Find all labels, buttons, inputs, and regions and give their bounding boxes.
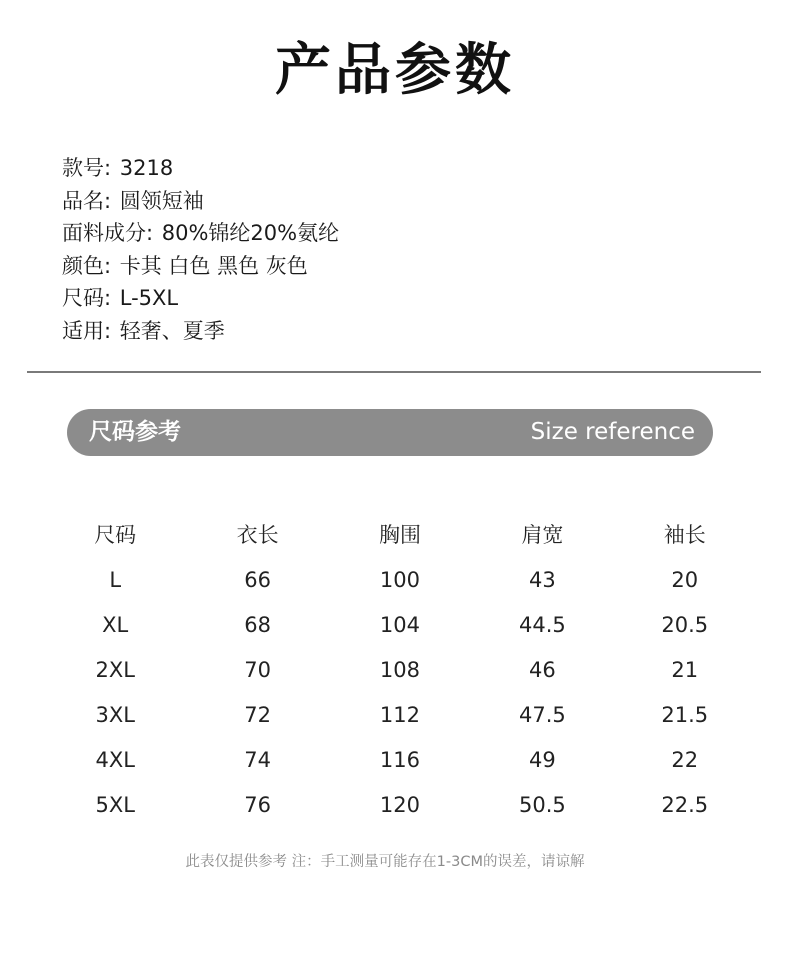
spec-label: 款号: [62, 156, 112, 180]
size-table [44, 511, 756, 827]
table-cell: L [109, 567, 122, 592]
banner-title-en: Size reference [530, 419, 695, 445]
spec-row-product-name [62, 185, 742, 218]
table-cell: 22 [671, 747, 699, 772]
table-cell: 49 [529, 747, 556, 772]
table-cell: 46 [529, 657, 556, 682]
table-cell: 104 [379, 612, 421, 637]
table-cell: 116 [379, 747, 421, 772]
page-title: 产品参数 [275, 38, 515, 103]
spec-row-colors [62, 250, 742, 283]
spec-value: L-5XL [113, 286, 179, 310]
table-cell: 20 [671, 567, 699, 592]
table-row [44, 602, 756, 647]
spec-value: 轻奢、夏季 [113, 318, 225, 343]
spec-label: 面料成分: [62, 221, 154, 245]
spec-list [62, 152, 742, 347]
table-row [44, 782, 756, 827]
table-cell: 70 [244, 657, 271, 682]
table-cell: 100 [379, 567, 421, 592]
spec-value: 圆领短袖 [113, 188, 204, 213]
table-cell: 76 [244, 792, 271, 817]
column-header: 衣长 [236, 523, 279, 547]
table-cell: 21.5 [661, 702, 709, 727]
spec-value: 卡其 白色 黑色 灰色 [113, 253, 308, 278]
table-cell: 50.5 [518, 792, 566, 817]
spec-row-fabric [62, 217, 742, 250]
table-cell: 3XL [95, 702, 135, 727]
table-cell: 5XL [95, 792, 135, 817]
table-row [44, 692, 756, 737]
table-cell: 21 [671, 657, 699, 682]
spec-value: 3218 [113, 156, 174, 180]
spec-row-style-number [62, 152, 742, 185]
table-cell: 120 [379, 792, 421, 817]
table-cell: 68 [244, 612, 271, 637]
table-row [44, 737, 756, 782]
table-cell: 20.5 [661, 612, 709, 637]
spec-label: 尺码: [62, 286, 112, 310]
table-cell: 43 [529, 567, 556, 592]
table-row [44, 647, 756, 692]
spec-row-sizes [62, 282, 742, 315]
column-header: 胸围 [378, 523, 421, 547]
table-cell: 44.5 [518, 612, 566, 637]
table-cell: 4XL [95, 747, 135, 772]
table-header-row [44, 511, 756, 557]
size-reference-banner [67, 409, 713, 456]
spec-label: 适用: [62, 318, 112, 343]
table-cell: 74 [244, 747, 271, 772]
banner-title-cn: 尺码参考 [89, 419, 181, 445]
spec-value: 80%锦纶20%氨纶 [155, 221, 340, 245]
footnote: 此表仅提供参考 注：手工测量可能存在1-3CM的误差，请谅解 [185, 854, 585, 870]
table-cell: 112 [379, 702, 421, 727]
table-cell: XL [102, 612, 129, 637]
table-cell: 47.5 [518, 702, 566, 727]
column-header: 肩宽 [521, 523, 564, 547]
column-header: 袖长 [663, 523, 706, 547]
spec-label: 品名: [62, 188, 112, 213]
column-header: 尺码 [94, 523, 137, 547]
table-cell: 72 [244, 702, 271, 727]
spec-row-usage [62, 315, 742, 348]
table-cell: 22.5 [661, 792, 709, 817]
table-cell: 66 [244, 567, 271, 592]
table-cell: 2XL [95, 657, 135, 682]
section-divider [27, 371, 761, 373]
table-cell: 108 [379, 657, 421, 682]
table-row [44, 557, 756, 602]
spec-label: 颜色: [62, 253, 112, 278]
